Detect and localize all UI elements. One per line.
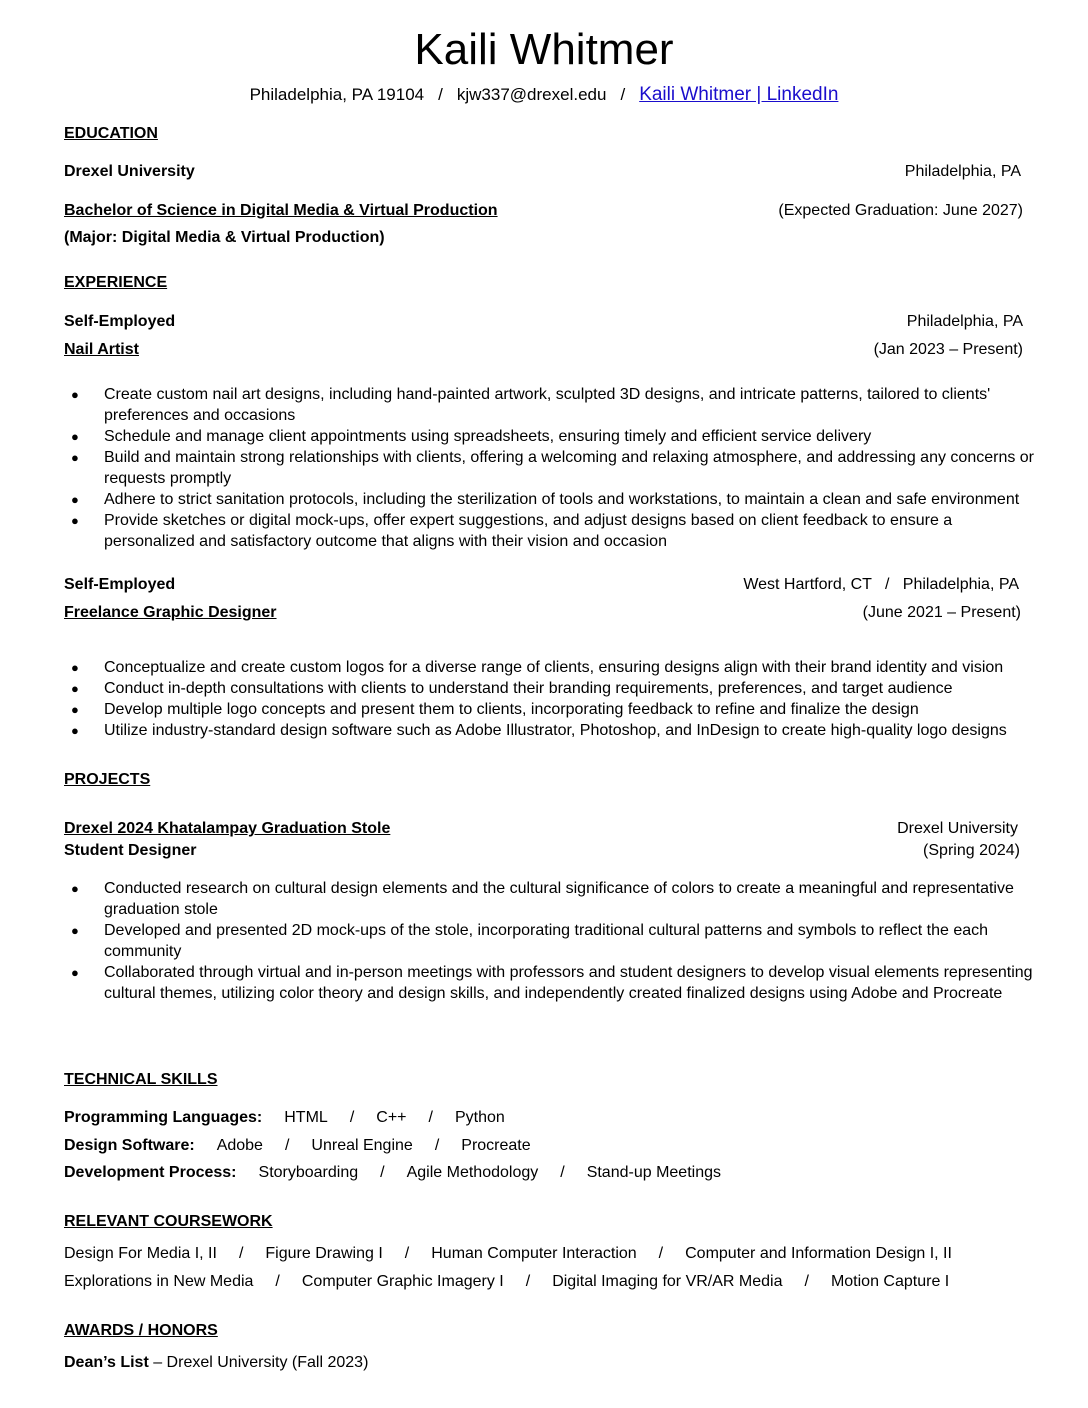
list-item: ● Conceptualize and create custom logos for a diverse range of clients, ensuring designs align with their brand identity and vision (64, 657, 1036, 678)
list-item: ● Develop multiple logo concepts and present them to clients, incorporating feedback to refine and finalize the design (64, 699, 1036, 720)
skills-label: Design Software: (64, 1137, 195, 1154)
course-item: / Digital Imaging for VR/AR Media (504, 1273, 783, 1290)
skills-label: Development Process: (64, 1164, 237, 1181)
job-title: Nail Artist (64, 341, 139, 358)
skill-item: HTML (284, 1109, 328, 1126)
job-employer: Self-Employed (64, 313, 176, 330)
experience-heading: EXPERIENCE (64, 274, 168, 291)
skills-heading: TECHNICAL SKILLS (64, 1071, 218, 1088)
award-title: Dean’s List (64, 1354, 149, 1371)
school-location: Philadelphia, PA (904, 163, 1021, 180)
degree-title: Bachelor of Science in Digital Media & Virtual Production (64, 202, 498, 219)
list-item: ● Conduct in-depth consultations with clients to understand their branding requirements, preferences, and target audience (64, 678, 1036, 699)
job-location: West Hartford, CT / Philadelphia, PA (743, 576, 1019, 593)
job-dates: (Jan 2023 – Present) (873, 341, 1023, 358)
skills-row-process (64, 1163, 721, 1182)
separator: / (438, 85, 443, 104)
email-text[interactable]: kjw337@drexel.edu (456, 85, 607, 104)
awards-heading: AWARDS / HONORS (64, 1322, 218, 1339)
project-title: Drexel 2024 Khatalampay Graduation Stole (64, 820, 391, 837)
coursework-heading: RELEVANT COURSEWORK (64, 1213, 273, 1230)
skill-item: Adobe (216, 1137, 263, 1154)
skills-row-design (64, 1136, 531, 1155)
award-detail: – Drexel University (Fall 2023) (148, 1354, 369, 1371)
projects-heading: PROJECTS (64, 771, 151, 788)
job-dates: (June 2021 – Present) (862, 604, 1021, 621)
job-employer: Self-Employed (64, 576, 176, 593)
course-item: / Motion Capture I (783, 1273, 950, 1290)
list-item: ● Collaborated through virtual and in-person meetings with professors and student designers to develop visual elements representing cultural themes, utilizing color theory and design skills, and independently created finalized designs using Adobe and Procreate (64, 962, 1036, 1004)
job-bullet-list (64, 657, 1036, 741)
list-item: ● Developed and presented 2D mock-ups of the stole, incorporating traditional cultural patterns and symbols to reflect the each community (64, 920, 1036, 962)
course-item: / Computer and Information Design I, II (637, 1245, 952, 1262)
coursework-row (64, 1272, 949, 1291)
skills-row-programming (64, 1108, 505, 1127)
skills-label: Programming Languages: (64, 1109, 263, 1126)
list-item: ● Conducted research on cultural design elements and the cultural significance of colors to create a meaningful and representative graduation stole (64, 878, 1036, 920)
contact-line (0, 84, 1088, 107)
course-item: / Computer Graphic Imagery I (253, 1273, 503, 1290)
skill-item: / Stand-up Meetings (538, 1164, 721, 1181)
job-title: Freelance Graphic Designer (64, 604, 277, 621)
skill-item: / Python (407, 1109, 505, 1126)
project-dates: (Spring 2024) (923, 842, 1020, 859)
list-item: ● Provide sketches or digital mock-ups, offer expert suggestions, and adjust designs based on client feedback to ensure a personalized and satisfactory outcome that aligns with their vision and occasion (64, 510, 1036, 552)
skill-item: Storyboarding (258, 1164, 359, 1181)
project-bullet-list (64, 878, 1036, 1004)
skill-item: / Agile Methodology (358, 1164, 538, 1181)
skill-item: / Unreal Engine (263, 1137, 413, 1154)
major-text: (Major: Digital Media & Virtual Production) (64, 229, 385, 246)
list-item: ● Build and maintain strong relationships with clients, offering a welcoming and relaxing atmosphere, and addressing any concerns or requests promptly (64, 447, 1036, 489)
skill-item: / C++ (328, 1109, 407, 1126)
graduation-date: (Expected Graduation: June 2027) (778, 202, 1023, 219)
list-item: ● Schedule and manage client appointments using spreadsheets, ensuring timely and efficient service delivery (64, 426, 1036, 447)
course-item: Explorations in New Media (64, 1273, 254, 1290)
linkedin-link[interactable]: Kaili Whitmer | LinkedIn (639, 84, 839, 105)
candidate-name: Kaili Whitmer (414, 25, 674, 74)
list-item: ● Adhere to strict sanitation protocols, including the sterilization of tools and workstations, to maintain a clean and safe environment (64, 489, 1036, 510)
coursework-row (64, 1244, 952, 1263)
location-text: Philadelphia, PA 19104 (249, 85, 425, 104)
project-org: Drexel University (897, 820, 1018, 837)
project-role: Student Designer (64, 842, 197, 859)
job-bullet-list (64, 384, 1036, 552)
award-line (64, 1353, 368, 1372)
list-item: ● Create custom nail art designs, including hand-painted artwork, sculpted 3D designs, and intricate patterns, tailored to clients' preferences and occasions (64, 384, 1036, 426)
list-item: ● Utilize industry-standard design software such as Adobe Illustrator, Photoshop, and InDesign to create high-quality logo designs (64, 720, 1036, 741)
job-location: Philadelphia, PA (906, 313, 1023, 330)
separator: / (620, 85, 626, 104)
course-item: Design For Media I, II (64, 1245, 217, 1262)
course-item: / Human Computer Interaction (383, 1245, 637, 1262)
school-name: Drexel University (64, 163, 195, 180)
skill-item: / Procreate (413, 1137, 531, 1154)
course-item: / Figure Drawing I (217, 1245, 383, 1262)
education-heading: EDUCATION (64, 125, 158, 142)
